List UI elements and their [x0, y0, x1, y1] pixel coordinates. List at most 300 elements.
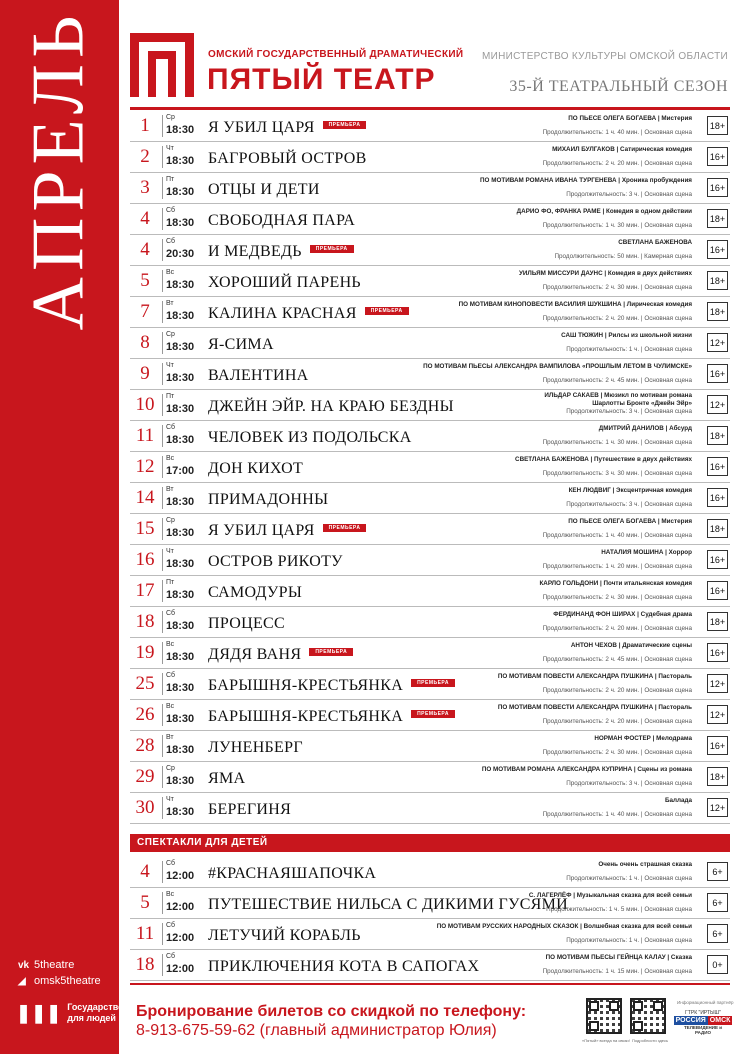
performance-time: 18:30 [166, 279, 195, 291]
premiere-badge: ПРЕМЬЕРА [365, 307, 409, 315]
performance-row[interactable] [130, 793, 730, 824]
performance-time: 18:30 [166, 341, 195, 353]
performance-duration: Продолжительность: 1 ч. 40 мин. | Основная сцена [542, 532, 692, 539]
social-vk[interactable] [18, 959, 74, 971]
performance-title-text: И МЕДВЕДЬ [208, 243, 302, 260]
performance-weekday: Сб [166, 238, 176, 245]
performance-title [208, 708, 455, 726]
age-rating: 18+ [707, 302, 728, 321]
performance-row[interactable] [130, 483, 730, 514]
performance-title [208, 429, 412, 447]
social-telegram[interactable] [18, 975, 101, 987]
age-rating: 16+ [707, 178, 728, 197]
performance-weekday: Вс [166, 703, 175, 710]
performance-date: 28 [135, 735, 155, 756]
gov-logo [16, 1002, 124, 1024]
qr-code-contact[interactable] [586, 998, 622, 1034]
performance-duration: Продолжительность: 1 ч. | Основная сцена [566, 346, 692, 353]
performance-row[interactable] [130, 297, 730, 328]
age-rating: 12+ [707, 395, 728, 414]
row-divider [162, 487, 163, 509]
performance-time: 18:30 [166, 434, 195, 446]
row-divider [162, 518, 163, 540]
performance-duration: Продолжительность: 1 ч. 15 мин. | Основная сцена [542, 968, 692, 975]
age-rating: 16+ [707, 488, 728, 507]
performance-title-text: ЛЕТУЧИЙ КОРАБЛЬ [208, 927, 361, 944]
performance-title-text: ПРОЦЕСС [208, 615, 285, 632]
performance-date: 18 [135, 954, 155, 975]
age-rating: 12+ [707, 705, 728, 724]
performance-date: 16 [135, 549, 155, 570]
performance-title-text: БЕРЕГИНЯ [208, 801, 292, 818]
performance-title-text: БАРЫШНЯ-КРЕСТЬЯНКА [208, 708, 404, 725]
header-divider [130, 107, 730, 110]
performance-title-text: КАЛИНА КРАСНАЯ [208, 305, 357, 322]
theatre-subtitle: ОМСКИЙ ГОСУДАРСТВЕННЫЙ ДРАМАТИЧЕСКИЙ [208, 49, 464, 60]
row-divider [162, 892, 163, 914]
performance-time: 18:30 [166, 155, 195, 167]
performance-title-text: САМОДУРЫ [208, 584, 303, 601]
performance-row[interactable] [130, 204, 730, 235]
row-divider [162, 363, 163, 385]
performance-title-text: Я УБИЛ ЦАРЯ [208, 522, 315, 539]
performance-duration: Продолжительность: 50 мин. | Камерная сцена [554, 253, 692, 260]
performance-date: 11 [135, 923, 155, 944]
performance-duration: Продолжительность: 2 ч. 30 мин. | Основная сцена [542, 284, 692, 291]
performance-row[interactable] [130, 266, 730, 297]
performance-title [208, 460, 303, 478]
performance-author: ПО ПЬЕСЕ ОЛЕГА БОГАЕВА | Мистерия [568, 518, 692, 525]
performance-title [208, 336, 274, 354]
performance-author: ПО МОТИВАМ ПОВЕСТИ АЛЕКСАНДРА ПУШКИНА | Пастораль [497, 673, 692, 680]
performance-list [130, 111, 730, 824]
booking-phone[interactable]: 8-913-675-59-62 (главный администратор Юлия) [136, 1022, 497, 1039]
row-divider [162, 301, 163, 323]
performance-weekday: Ср [166, 114, 175, 121]
row-divider [162, 270, 163, 292]
performance-title-text: #КРАСНАЯШАПОЧКА [208, 865, 377, 882]
performance-row[interactable] [130, 421, 730, 452]
age-rating: 16+ [707, 581, 728, 600]
performance-weekday: Сб [166, 953, 176, 960]
performance-title-text: БАРЫШНЯ-КРЕСТЬЯНКА [208, 677, 404, 694]
performance-duration: Продолжительность: 1 ч. | Основная сцена [566, 875, 692, 882]
qr2-caption: Подробности здесь [632, 1038, 669, 1043]
performance-weekday: Чт [166, 145, 174, 152]
premiere-badge: ПРЕМЬЕРА [411, 679, 455, 687]
performance-weekday: Сб [166, 610, 176, 617]
performance-weekday: Сб [166, 207, 176, 214]
telegram-icon: ◢ [18, 975, 26, 987]
performance-row[interactable] [130, 888, 730, 919]
performance-time: 18:30 [166, 620, 195, 632]
performance-date: 1 [140, 115, 150, 136]
performance-author: Баллада [664, 797, 692, 804]
performance-title-text: ДОН КИХОТ [208, 460, 304, 477]
performance-duration: Продолжительность: 2 ч. 20 мин. | Основная сцена [542, 718, 692, 725]
performance-time: 18:30 [166, 527, 195, 539]
performance-row[interactable] [130, 514, 730, 545]
performance-weekday: Вс [166, 269, 175, 276]
performance-duration: Продолжительность: 1 ч. 30 мин. | Основная сцена [542, 222, 692, 229]
age-rating: 18+ [707, 519, 728, 538]
performance-weekday: Чт [166, 796, 174, 803]
performance-title [208, 927, 361, 945]
performance-weekday: Ср [166, 517, 175, 524]
row-divider [162, 115, 163, 137]
age-rating: 18+ [707, 271, 728, 290]
performance-title [208, 212, 355, 230]
age-rating: 12+ [707, 674, 728, 693]
performance-title [208, 181, 320, 199]
performance-time: 12:00 [166, 870, 195, 882]
performance-duration: Продолжительность: 2 ч. 20 мин. | Основная сцена [542, 315, 692, 322]
performance-author: ПО ПЬЕСЕ ОЛЕГА БОГАЕВА | Мистерия [568, 115, 692, 122]
performance-duration: Продолжительность: 3 ч. | Основная сцена [566, 780, 692, 787]
performance-title-text: ЧЕЛОВЕК ИЗ ПОДОЛЬСКА [208, 429, 412, 446]
performance-time: 18:30 [166, 558, 195, 570]
performance-date: 4 [140, 208, 150, 229]
performance-time: 18:30 [166, 496, 195, 508]
performance-weekday: Вт [166, 300, 174, 307]
age-rating: 16+ [707, 736, 728, 755]
gov-mark-icon: ❚❚❚ [16, 1002, 62, 1023]
performance-date: 4 [140, 861, 150, 882]
performance-author: СВЕТЛАНА БАЖЕНОВА [618, 239, 692, 246]
performance-date: 19 [135, 642, 155, 663]
performance-duration: Продолжительность: 1 ч. 30 мин. | Основная сцена [542, 439, 692, 446]
performance-title [208, 398, 454, 416]
performance-time: 18:30 [166, 186, 195, 198]
performance-row[interactable] [130, 452, 730, 483]
performance-duration: Продолжительность: 2 ч. 20 мин. | Основная сцена [542, 687, 692, 694]
performance-date: 30 [135, 797, 155, 818]
row-divider [162, 642, 163, 664]
performance-title-text: БАГРОВЫЙ ОСТРОВ [208, 150, 367, 167]
performance-duration: Продолжительность: 2 ч. 45 мин. | Основная сцена [542, 377, 692, 384]
row-divider [162, 208, 163, 230]
performance-author-line1: ИЛЬДАР САКАЕВ | Мюзикл по мотивам романа [544, 392, 692, 399]
performance-title-text: ВАЛЕНТИНА [208, 367, 309, 384]
performance-date: 18 [135, 611, 155, 632]
performance-date: 14 [135, 487, 155, 508]
performance-row[interactable] [130, 235, 730, 266]
performance-row[interactable] [130, 731, 730, 762]
performance-row[interactable] [130, 638, 730, 669]
radio-left: РОССИЯ [675, 1017, 706, 1024]
performance-author: ДМИТРИЙ ДАНИЛОВ | Абсурд [598, 425, 692, 432]
performance-weekday: Вс [166, 891, 175, 898]
row-divider [162, 549, 163, 571]
performance-duration: Продолжительность: 2 ч. 45 мин. | Основная сцена [542, 656, 692, 663]
performance-time: 18:30 [166, 744, 195, 756]
performance-weekday: Ср [166, 331, 175, 338]
age-rating: 16+ [707, 550, 728, 569]
gov-line2: для людей [67, 1013, 116, 1023]
performance-title-text: ОСТРОВ РИКОТУ [208, 553, 343, 570]
row-divider [162, 797, 163, 819]
performance-author: ФЕРДИНАНД ФОН ШИРАХ | Судебная драма [553, 611, 692, 618]
premiere-badge: ПРЕМЬЕРА [323, 121, 367, 129]
radio-bottom: ТЕЛЕВИДЕНИЕ и РАДИО [683, 1025, 723, 1035]
performance-weekday: Вт [166, 486, 174, 493]
age-rating: 18+ [707, 426, 728, 445]
performance-author: ПО МОТИВАМ ПЬЕСЫ АЛЕКСАНДРА ВАМПИЛОВА «ПРОШЛЫМ ЛЕТОМ В ЧУЛИМСКЕ» [423, 363, 692, 370]
premiere-badge: ПРЕМЬЕРА [309, 648, 353, 656]
performance-row[interactable] [130, 390, 730, 421]
performance-author: ПО МОТИВАМ РУССКИХ НАРОДНЫХ СКАЗОК | Волшебная сказка для всей семьи [436, 923, 692, 930]
performance-author: Очень очень страшная сказка [598, 861, 692, 868]
performance-title [208, 677, 455, 695]
performance-title-text: Я-СИМА [208, 336, 274, 353]
radio-right: ОМСК [709, 1017, 731, 1024]
performance-author: ПО МОТИВАМ ПОВЕСТИ АЛЕКСАНДРА ПУШКИНА | Пастораль [497, 704, 692, 711]
performance-title-text: ЛУНЕНБЕРГ [208, 739, 303, 756]
row-divider [162, 673, 163, 695]
performance-title [208, 865, 376, 883]
performance-weekday: Пт [166, 176, 175, 183]
performance-duration: Продолжительность: 2 ч. 20 мин. | Основная сцена [542, 625, 692, 632]
performance-date: 3 [140, 177, 150, 198]
premiere-badge: ПРЕМЬЕРА [310, 245, 354, 253]
kids-performance-list [130, 857, 730, 981]
radio-top: ГТРК "ИРТЫШ" [685, 1010, 721, 1016]
performance-author: НОРМАН ФОСТЕР | Мелодрама [594, 735, 692, 742]
vk-icon: vk [18, 959, 30, 971]
age-rating: 16+ [707, 364, 728, 383]
performance-title [208, 522, 366, 540]
row-divider [162, 332, 163, 354]
performance-title [208, 646, 353, 664]
performance-time: 18:30 [166, 775, 195, 787]
performance-weekday: Чт [166, 362, 174, 369]
performance-date: 10 [135, 394, 155, 415]
age-rating: 16+ [707, 643, 728, 662]
performance-time: 18:30 [166, 806, 195, 818]
performance-title-text: ДЯДЯ ВАНЯ [208, 646, 302, 663]
performance-time: 20:30 [166, 248, 195, 260]
performance-title [208, 896, 568, 914]
performance-title [208, 584, 302, 602]
performance-row[interactable] [130, 545, 730, 576]
performance-date: 9 [140, 363, 150, 384]
performance-duration: Продолжительность: 1 ч. 40 мин. | Основная сцена [542, 129, 692, 136]
theatre-logo-icon [130, 33, 194, 97]
performance-duration: Продолжительность: 3 ч. | Основная сцена [566, 408, 692, 415]
performance-title-text: ОТЦЫ И ДЕТИ [208, 181, 320, 198]
age-rating: 12+ [707, 798, 728, 817]
performance-row[interactable] [130, 919, 730, 950]
performance-time: 18:30 [166, 217, 195, 229]
performance-time: 12:00 [166, 901, 195, 913]
performance-title [208, 615, 285, 633]
month-title: АПРЕЛЬ [17, 9, 100, 331]
performance-duration: Продолжительность: 2 ч. 30 мин. | Основная сцена [542, 749, 692, 756]
row-divider [162, 766, 163, 788]
performance-title [208, 770, 245, 788]
footer-divider [130, 983, 730, 985]
performance-date: 15 [135, 518, 155, 539]
age-rating: 6+ [707, 924, 728, 943]
performance-row[interactable] [130, 607, 730, 638]
performance-date: 5 [140, 892, 150, 913]
performance-author [544, 392, 692, 407]
performance-time: 18:30 [166, 651, 195, 663]
performance-author: САШ ТЮЖИН | Рилсы из школьной жизни [561, 332, 692, 339]
performance-title [208, 491, 328, 509]
row-divider [162, 146, 163, 168]
performance-duration: Продолжительность: 2 ч. 20 мин. | Основная сцена [542, 160, 692, 167]
theatre-name: ПЯТЫЙ ТЕАТР [207, 63, 436, 96]
performance-title [208, 958, 479, 976]
performance-duration: Продолжительность: 3 ч. | Основная сцена [566, 191, 692, 198]
performance-title [208, 150, 367, 168]
performance-row[interactable] [130, 359, 730, 390]
performance-weekday: Сб [166, 860, 176, 867]
performance-row[interactable] [130, 950, 730, 981]
gov-line1: Государство [67, 1002, 124, 1012]
performance-title-text: Я УБИЛ ЦАРЯ [208, 119, 315, 136]
kids-section-header: СПЕКТАКЛИ ДЛЯ ДЕТЕЙ [130, 834, 730, 852]
age-rating: 18+ [707, 612, 728, 631]
performance-weekday: Сб [166, 424, 176, 431]
performance-weekday: Чт [166, 548, 174, 555]
qr-code-details[interactable] [630, 998, 666, 1034]
performance-row[interactable] [130, 576, 730, 607]
performance-date: 2 [140, 146, 150, 167]
performance-date: 29 [135, 766, 155, 787]
performance-title [208, 739, 303, 757]
performance-time: 18:30 [166, 589, 195, 601]
performance-title [208, 119, 366, 137]
social-vk-label: 5theatre [34, 959, 75, 971]
performance-time: 18:30 [166, 310, 195, 322]
age-rating: 12+ [707, 333, 728, 352]
performance-row[interactable] [130, 328, 730, 359]
performance-title [208, 243, 354, 261]
partner-logo [676, 1010, 730, 1035]
performance-title-text: ПРИКЛЮЧЕНИЯ КОТА В САПОГАХ [208, 958, 480, 975]
row-divider [162, 923, 163, 945]
age-rating: 6+ [707, 862, 728, 881]
performance-duration: Продолжительность: 1 ч. 5 мин. | Основная сцена [546, 906, 692, 913]
performance-duration: Продолжительность: 1 ч. 40 мин. | Основная сцена [542, 811, 692, 818]
performance-author: НАТАЛИЯ МОШИНА | Хоррор [601, 549, 692, 556]
performance-title-text: ПРИМАДОННЫ [208, 491, 329, 508]
performance-title-text: ПУТЕШЕСТВИЕ НИЛЬСА С ДИКИМИ ГУСЯМИ [208, 896, 569, 913]
performance-time: 17:00 [166, 465, 195, 477]
performance-title [208, 553, 343, 571]
row-divider [162, 611, 163, 633]
age-rating: 16+ [707, 147, 728, 166]
performance-time: 18:30 [166, 124, 195, 136]
ministry-label: МИНИСТЕРСТВО КУЛЬТУРЫ ОМСКОЙ ОБЛАСТИ [481, 51, 728, 62]
premiere-badge: ПРЕМЬЕРА [323, 524, 367, 532]
performance-title [208, 801, 291, 819]
performance-author: ПО МОТИВАМ РОМАНА АЛЕКСАНДРА КУПРИНА | Сцены из романа [481, 766, 692, 773]
performance-duration: Продолжительность: 2 ч. 30 мин. | Основная сцена [542, 594, 692, 601]
age-rating: 16+ [707, 457, 728, 476]
performance-weekday: Ср [166, 765, 175, 772]
age-rating: 0+ [707, 955, 728, 974]
performance-time: 18:30 [166, 682, 195, 694]
performance-time: 12:00 [166, 932, 195, 944]
performance-author: КАРЛО ГОЛЬДОНИ | Почти итальянская комедия [539, 580, 692, 587]
row-divider [162, 704, 163, 726]
performance-author: КЕН ЛЮДВИГ | Эксцентричная комедия [568, 487, 692, 494]
qr1-caption: «Пятый» всегда на связи! [582, 1038, 630, 1043]
performance-weekday: Пт [166, 579, 175, 586]
booking-title: Бронирование билетов со скидкой по телефону: [136, 1003, 527, 1020]
performance-title [208, 367, 309, 385]
row-divider [162, 735, 163, 757]
age-rating: 16+ [707, 240, 728, 259]
performance-duration: Продолжительность: 1 ч. 20 мин. | Основная сцена [542, 563, 692, 570]
performance-row[interactable] [130, 762, 730, 793]
age-rating: 6+ [707, 893, 728, 912]
performance-weekday: Вс [166, 455, 175, 462]
row-divider [162, 861, 163, 883]
performance-row[interactable] [130, 669, 730, 700]
performance-date: 17 [135, 580, 155, 601]
performance-weekday: Пт [166, 393, 175, 400]
performance-time: 18:30 [166, 713, 195, 725]
partner-caption: Информационный партнёр [677, 1000, 734, 1005]
performance-row[interactable] [130, 700, 730, 731]
performance-date: 11 [135, 425, 155, 446]
performance-duration: Продолжительность: 3 ч. | Основная сцена [566, 501, 692, 508]
season-label: 35-Й ТЕАТРАЛЬНЫЙ СЕЗОН [509, 78, 728, 95]
performance-date: 26 [135, 704, 155, 725]
performance-author: ПО МОТИВАМ РОМАНА ИВАНА ТУРГЕНЕВА | Хроника пробуждения [480, 177, 692, 184]
performance-title-text: ЯМА [208, 770, 246, 787]
performance-weekday: Вс [166, 641, 175, 648]
performance-title-text: ДЖЕЙН ЭЙР. НА КРАЮ БЕЗДНЫ [208, 398, 454, 415]
performance-author: ПО МОТИВАМ КИНОПОВЕСТИ ВАСИЛИЯ ШУКШИНА | Лирическая комедия [458, 301, 692, 308]
performance-time: 12:00 [166, 963, 195, 975]
row-divider [162, 239, 163, 261]
performance-row[interactable] [130, 111, 730, 142]
row-divider [162, 954, 163, 976]
performance-date: 8 [140, 332, 150, 353]
performance-row[interactable] [130, 857, 730, 888]
performance-row[interactable] [130, 142, 730, 173]
row-divider [162, 394, 163, 416]
row-divider [162, 177, 163, 199]
performance-date: 5 [140, 270, 150, 291]
performance-date: 12 [135, 456, 155, 477]
performance-author: УИЛЬЯМ МИССУРИ ДАУНС | Комедия в двух действиях [518, 270, 692, 277]
performance-duration: Продолжительность: 1 ч. | Основная сцена [566, 937, 692, 944]
premiere-badge: ПРЕМЬЕРА [411, 710, 455, 718]
performance-author: МИХАИЛ БУЛГАКОВ | Сатирическая комедия [552, 146, 692, 153]
performance-duration: Продолжительность: 3 ч. 30 мин. | Основная сцена [542, 470, 692, 477]
performance-author-line2: Шарлотты Бронте «Джейн Эйр» [592, 399, 692, 407]
performance-weekday: Вт [166, 734, 174, 741]
age-rating: 18+ [707, 767, 728, 786]
age-rating: 18+ [707, 209, 728, 228]
row-divider [162, 456, 163, 478]
performance-author: АНТОН ЧЕХОВ | Драматические сцены [570, 642, 692, 649]
row-divider [162, 425, 163, 447]
performance-title-text: СВОБОДНАЯ ПАРА [208, 212, 356, 229]
performance-author: ПО МОТИВАМ ПЬЕСЫ ГЕЙНЦА КАЛАУ | Сказка [545, 954, 692, 961]
performance-time: 18:30 [166, 403, 195, 415]
performance-author: С. ЛАГЕРЛЁФ | Музыкальная сказка для всей семьи [528, 892, 692, 899]
performance-row[interactable] [130, 173, 730, 204]
performance-title-text: ХОРОШИЙ ПАРЕНЬ [208, 274, 361, 291]
performance-time: 18:30 [166, 372, 195, 384]
